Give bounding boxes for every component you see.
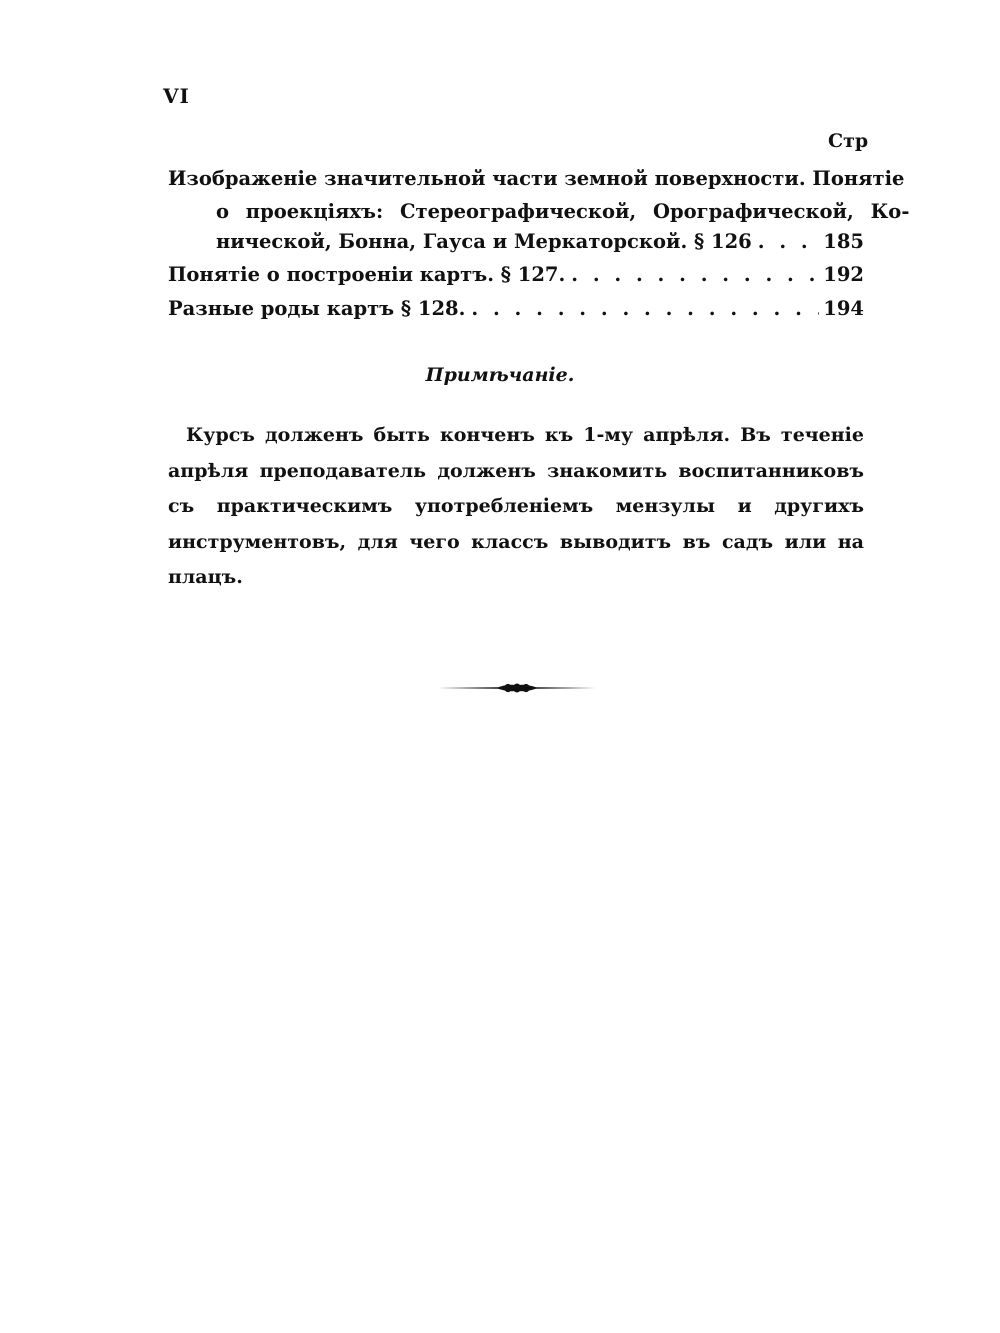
toc-entry-1-page: 185 <box>823 230 864 253</box>
leader-dots <box>465 297 819 321</box>
toc-entry-1-line-2: о проекціяхъ: Стереографической, Орографической, Ко- <box>216 200 910 223</box>
note-heading: Примѣчаніе. <box>425 364 575 386</box>
note-body: Курсъ долженъ быть конченъ къ 1-му апрѣля. Въ теченіе апрѣля преподаватель долженъ знакомить воспитанниковъ съ практическимъ употребленіемъ мензулы и другихъ инструментовъ, для чего классъ выводитъ въ садъ или на плацъ. <box>168 424 864 588</box>
toc-entry-3-text: Разные роды картъ § 128. <box>168 297 466 320</box>
toc-entry-1-text: нической, Бонна, Гауса и Меркаторской. § 126 <box>216 230 752 253</box>
toc-entry-1-line-3 <box>216 230 864 254</box>
toc-entry-2-text: Понятіе о построеніи картъ. § 127. <box>168 263 566 286</box>
toc-entry-2-page: 192 <box>823 263 864 286</box>
toc-entry-3-page: 194 <box>823 297 864 320</box>
toc-entry-2 <box>168 263 864 287</box>
ornament-divider-icon <box>438 678 596 698</box>
page-column-header: Стр <box>828 130 869 152</box>
toc-entry-1-line-1: Изображеніе значительной части земной поверхности. Понятіе <box>168 167 905 190</box>
toc-entry-3 <box>168 297 864 321</box>
leader-dots <box>565 263 819 287</box>
page-number: VI <box>163 84 190 108</box>
leader-dots <box>752 230 820 254</box>
